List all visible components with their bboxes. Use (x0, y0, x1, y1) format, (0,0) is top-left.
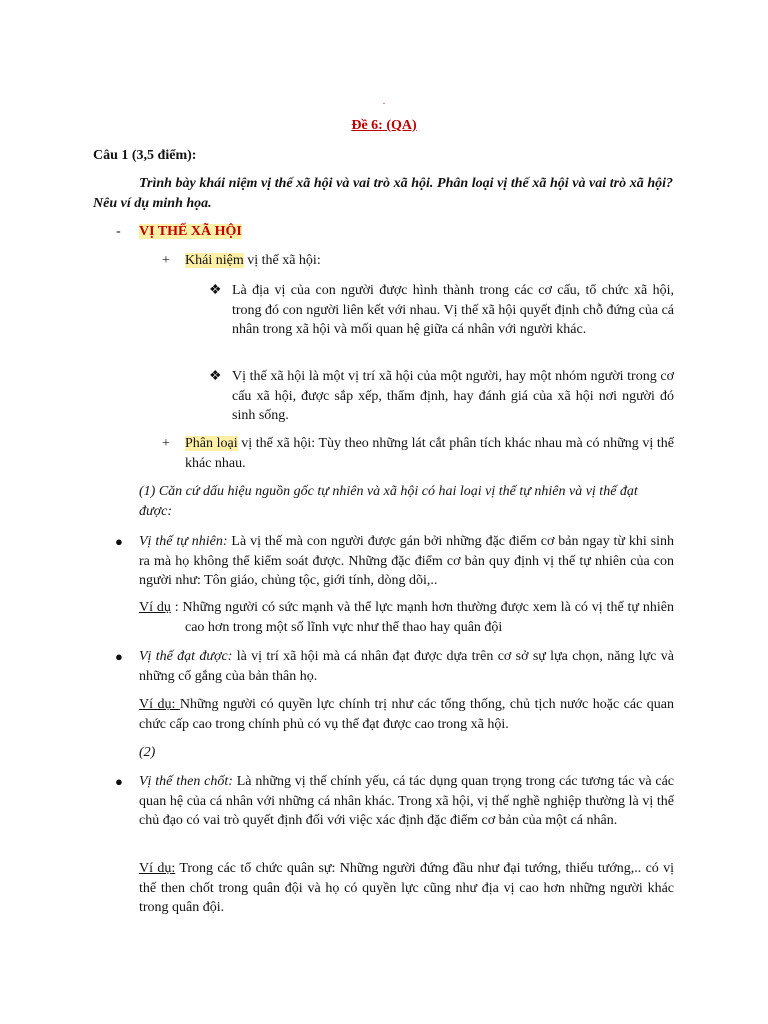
natural-example (139, 598, 674, 637)
key-status-term: Vị thế then chốt: (139, 774, 233, 789)
section-heading-text: VỊ THẾ XÃ HỘI (139, 224, 242, 239)
achieved-example-text: Những người có quyền lực chính trị như các tổng thống, chủ tịch nước hoặc các quan chức cấp cao trong chính phủ có vụ thế đạt được cao trong xã hội. (139, 697, 675, 732)
natural-example-text: : Những người có sức mạnh và thể lực mạnh hơn thường được xem là có vị thế tự nhiên cao hơn trong một số lĩnh vực như thể thao hay quân đội (170, 600, 674, 635)
concept-plus: + (162, 253, 170, 268)
concept-definition-1: Là địa vị của con người được hình thành trong các cơ cấu, tổ chức xã hội, trong đó con người liên kết với nhau. Vị thế xã hội quyết định chỗ đứng của cá nhân trong xã hội và mối quan hệ giữa cá nhân với người khác. (232, 283, 674, 337)
key-status-paragraph (139, 772, 674, 831)
header-dot: . (382, 96, 386, 106)
section-dash: - (116, 224, 121, 239)
natural-example-label: Ví dụ (139, 600, 171, 615)
key-example-label: Ví dụ: (139, 861, 176, 876)
diamond-bullet-1: ❖ (209, 283, 222, 298)
concept-heading-rest: vị thế xã hội: (243, 253, 321, 268)
concept-heading (185, 251, 321, 271)
achieved-status-text: là vị trí xã hội mà cá nhân đạt được dựa trên cơ sở sự lựa chọn, năng lực và những cố gắng của bản thân họ. (139, 649, 674, 684)
achieved-example (139, 695, 674, 734)
document-title: Đề 6: (QA) (351, 118, 417, 133)
diamond-bullet-2: ❖ (209, 369, 222, 384)
achieved-status-term: Vị thế đạt được: (139, 649, 233, 664)
classification-paragraph (185, 434, 674, 473)
classification-text: vị thế xã hội: Tùy theo những lát cắt phân tích khác nhau mà có những vị thế khác nhau. (185, 436, 674, 471)
classification-highlight: Phân loại (185, 436, 238, 451)
natural-status-text: Là vị thế mà con người được gán bởi những đặc điểm cơ bản ngay từ khi sinh ra mà họ không thể kiểm soát được. Những đặc điểm cơ bản quy định vị thế tự nhiên của con người như: Tôn giáo, chủng tộc, giới tính, dòng dõi,.. (139, 534, 674, 588)
natural-status-paragraph (139, 532, 674, 591)
bullet-natural: ● (115, 534, 123, 549)
classification-plus: + (162, 436, 170, 451)
key-example (139, 859, 674, 918)
question-label: Câu 1 (3,5 điểm): (93, 148, 197, 163)
criterion-1: (1) Căn cứ dấu hiệu nguồn gốc tự nhiên và xã hội có hai loại vị thế tự nhiên và vị thế đạt được: (139, 484, 638, 519)
natural-status-term: Vị thế tự nhiên: (139, 534, 228, 549)
concept-highlight: Khái niệm (185, 253, 244, 268)
key-status-text: Là những vị thế chính yếu, cá tác dụng quan trọng trong các tương tác và các quan hệ của cá nhân với những cá nhân khác. Trong xã hội, vị thế nghề nghiệp thường là vị thế chủ đạo có vai trò quyết định đối với việc xác định đặc điểm cơ bản của một cá nhân. (139, 774, 675, 828)
section-heading (139, 222, 242, 242)
bullet-achieved: ● (115, 649, 123, 664)
achieved-status-paragraph (139, 647, 674, 686)
achieved-example-label: Ví dụ: (139, 697, 180, 712)
concept-definition-2: Vị thế xã hội là một vị trí xã hội của một người, hay một nhóm người trong cơ cấu xã hội, được sắp xếp, thẩm định, hay đánh giá của xã hội nơi người đó sinh sống. (232, 369, 674, 423)
question-prompt: Trình bày khái niệm vị thế xã hội và vai trò xã hội. Phân loại vị thế xã hội và vai trò xã hội? Nêu ví dụ minh họa. (93, 176, 673, 211)
bullet-key: ● (115, 774, 123, 789)
criterion-2: (2) (139, 745, 156, 760)
key-example-text: Trong các tổ chức quân sự: Những người đứng đầu như đại tướng, thiếu tướng,.. có vị thế then chốt trong quân đội và họ có quyền lực cũng như địa vị cao hơn những người khác trong quân đội. (139, 861, 675, 915)
